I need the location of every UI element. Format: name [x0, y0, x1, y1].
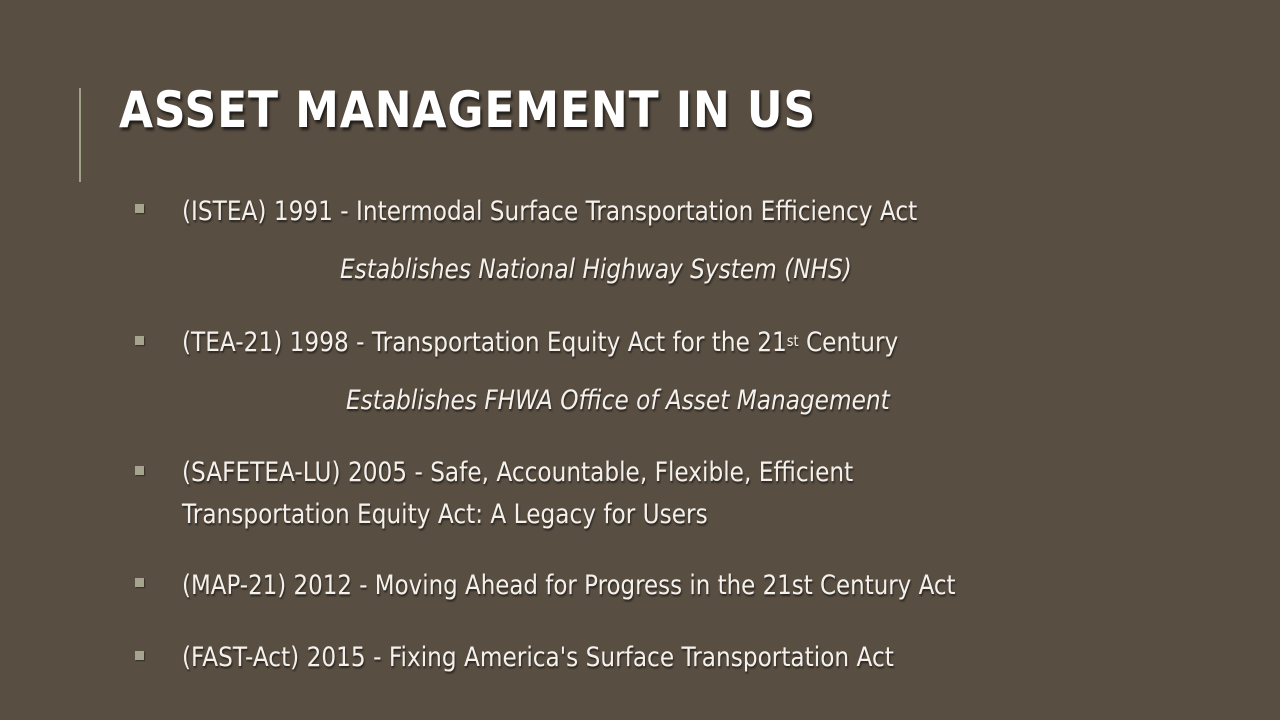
bullet-tea21: [182, 323, 898, 363]
bullet-square-icon: [135, 578, 144, 587]
tea21-superscript: st: [786, 332, 799, 350]
bullet-map21: (MAP-21) 2012 - Moving Ahead for Progress in the 21st Century Act: [182, 570, 956, 601]
title-accent-line: [79, 88, 81, 182]
bullet-istea: (ISTEA) 1991 - Intermodal Surface Transportation Efficiency Act: [182, 196, 918, 227]
tea21-text: (TEA-21) 1998 - Transportation Equity Act for the 21: [182, 327, 787, 358]
slide-title: ASSET MANAGEMENT IN US: [119, 81, 817, 139]
bullet-fast-act: (FAST-Act) 2015 - Fixing America's Surface Transportation Act: [182, 642, 894, 673]
bullet-square-icon: [135, 466, 144, 475]
tea21-text-end: Century: [798, 327, 899, 358]
tea21-note: Establishes FHWA Office of Asset Management: [346, 385, 890, 416]
bullet-safetea-lu-line2: Transportation Equity Act: A Legacy for Users: [182, 499, 708, 530]
bullet-square-icon: [135, 336, 144, 345]
bullet-square-icon: [135, 204, 144, 213]
istea-note: Establishes National Highway System (NHS): [340, 254, 852, 285]
bullet-safetea-lu-line1: (SAFETEA-LU) 2005 - Safe, Accountable, Flexible, Efficient: [182, 457, 854, 488]
bullet-square-icon: [135, 651, 144, 660]
